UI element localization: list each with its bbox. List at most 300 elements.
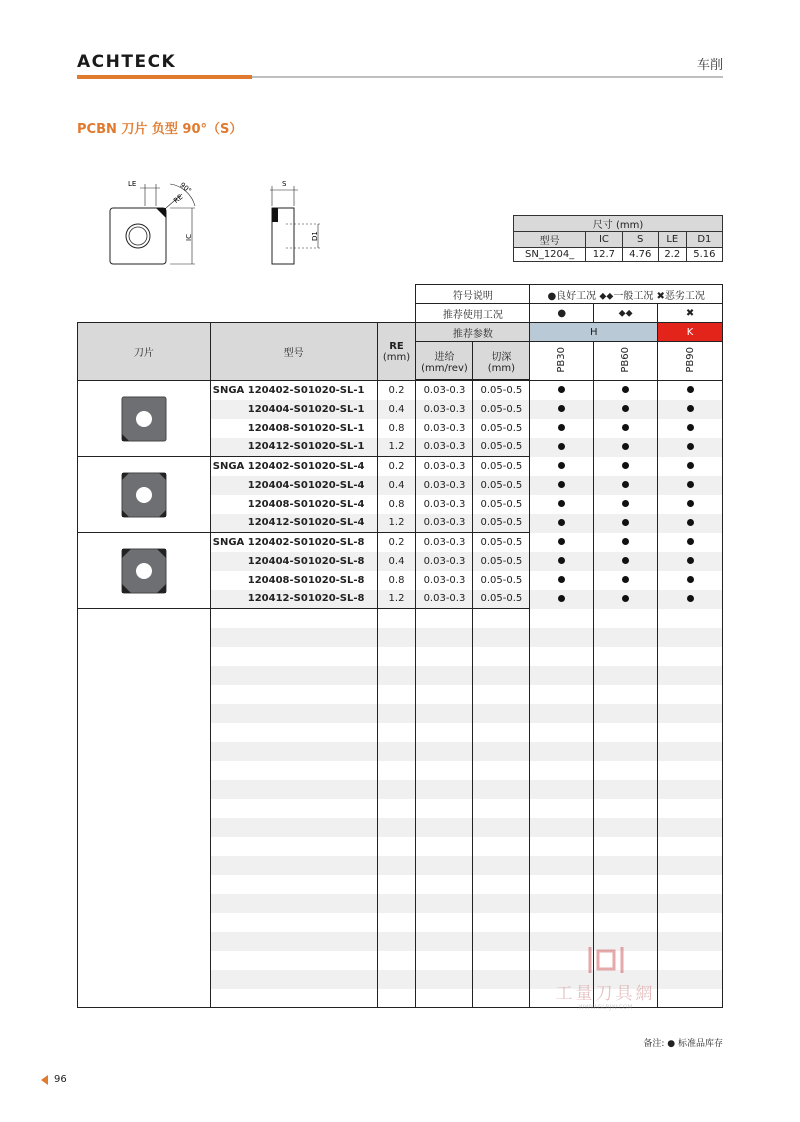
stock-dot-cell	[530, 400, 594, 419]
brand-logo: ACHTECK	[77, 52, 177, 72]
empty-cell	[530, 818, 594, 837]
stock-dot-cell	[594, 476, 658, 495]
empty-cell	[473, 628, 530, 647]
empty-cell	[416, 609, 473, 628]
stock-dot-icon	[622, 481, 629, 488]
stock-dot-icon	[687, 595, 694, 602]
empty-cell	[377, 799, 416, 818]
col-insert: 刀片	[78, 323, 211, 381]
size-header: 型号	[514, 232, 586, 248]
empty-cell	[210, 704, 377, 723]
col-depth-label: 切深	[491, 351, 512, 363]
depth-cell: 0.05-0.5	[473, 571, 530, 590]
empty-cell	[594, 685, 658, 704]
empty-cell	[658, 856, 723, 875]
stock-dot-icon	[687, 500, 694, 507]
empty-cell	[530, 723, 594, 742]
stock-dot-icon	[622, 405, 629, 412]
stock-dot-icon	[687, 519, 694, 526]
empty-cell	[658, 685, 723, 704]
watermark-url: WWW.GLRJW.COM	[578, 1004, 633, 1011]
col-grade-pb60	[594, 342, 658, 381]
empty-cell	[594, 894, 658, 913]
re-cell: 1.2	[377, 438, 416, 457]
empty-cell	[416, 685, 473, 704]
empty-cell	[530, 875, 594, 894]
empty-cell	[416, 970, 473, 989]
model-cell: 120404-S01020-SL-4	[210, 476, 377, 495]
empty-cell	[416, 856, 473, 875]
empty-cell	[416, 799, 473, 818]
empty-cell	[416, 780, 473, 799]
table-row	[78, 533, 723, 552]
empty-cell	[594, 856, 658, 875]
stock-dot-icon	[558, 405, 565, 412]
stock-dot-icon	[622, 557, 629, 564]
stock-dot-icon	[687, 462, 694, 469]
stock-dot-icon	[558, 424, 565, 431]
size-header: S	[622, 232, 658, 248]
empty-cell	[594, 875, 658, 894]
empty-cell	[658, 837, 723, 856]
stock-dot-cell	[530, 571, 594, 590]
empty-cell	[658, 647, 723, 666]
empty-cell	[210, 837, 377, 856]
re-cell: 0.2	[377, 533, 416, 552]
empty-cell	[530, 704, 594, 723]
model-cell: 120408-S01020-SL-8	[210, 571, 377, 590]
empty-cell	[594, 818, 658, 837]
stock-dot-cell	[658, 381, 723, 400]
empty-cell	[473, 742, 530, 761]
empty-image-cell	[78, 609, 211, 1008]
size-value: 5.16	[686, 248, 722, 262]
empty-cell	[416, 989, 473, 1008]
stock-dot-cell	[594, 571, 658, 590]
empty-cell	[473, 894, 530, 913]
stock-dot-icon	[558, 481, 565, 488]
page-arrow-icon	[41, 1075, 48, 1085]
stock-dot-cell	[530, 476, 594, 495]
empty-cell	[658, 913, 723, 932]
empty-cell	[658, 875, 723, 894]
empty-cell	[473, 951, 530, 970]
size-value: 4.76	[622, 248, 658, 262]
empty-cell	[473, 989, 530, 1008]
empty-cell	[377, 628, 416, 647]
empty-cell	[473, 666, 530, 685]
feed-cell: 0.03-0.3	[416, 438, 473, 457]
size-header: D1	[686, 232, 722, 248]
model-cell: SNGA 120402-S01020-SL-4	[210, 457, 377, 476]
stock-dot-cell	[594, 590, 658, 609]
legend-symbol-label: 符号说明	[416, 285, 530, 304]
empty-cell	[658, 704, 723, 723]
empty-cell	[210, 989, 377, 1008]
stock-dot-cell	[530, 457, 594, 476]
empty-cell	[658, 780, 723, 799]
empty-cell	[210, 628, 377, 647]
stock-dot-cell	[658, 495, 723, 514]
empty-cell	[473, 932, 530, 951]
empty-cell	[530, 628, 594, 647]
empty-cell	[594, 666, 658, 685]
empty-cell	[658, 609, 723, 628]
re-cell: 1.2	[377, 514, 416, 533]
le-label: LE	[128, 180, 137, 188]
empty-cell	[594, 761, 658, 780]
stock-dot-icon	[558, 443, 565, 450]
model-cell: 120412-S01020-SL-8	[210, 590, 377, 609]
empty-cell	[473, 856, 530, 875]
stock-dot-cell	[594, 419, 658, 438]
empty-cell	[210, 666, 377, 685]
stock-dot-icon	[622, 519, 629, 526]
empty-cell	[416, 913, 473, 932]
empty-cell	[377, 913, 416, 932]
depth-cell: 0.05-0.5	[473, 514, 530, 533]
grade-label: PB90	[684, 346, 696, 373]
empty-cell	[377, 704, 416, 723]
empty-cell	[473, 609, 530, 628]
insert-photo-icon	[119, 470, 169, 520]
model-cell: 120412-S01020-SL-4	[210, 514, 377, 533]
empty-cell	[530, 894, 594, 913]
col-feed	[416, 342, 473, 380]
insert-image-cell	[78, 381, 211, 457]
empty-cell	[416, 761, 473, 780]
empty-cell	[530, 780, 594, 799]
model-cell: 120408-S01020-SL-1	[210, 419, 377, 438]
empty-cell	[594, 723, 658, 742]
empty-cell	[377, 742, 416, 761]
size-header: LE	[658, 232, 686, 248]
depth-cell: 0.05-0.5	[473, 495, 530, 514]
model-cell: 120412-S01020-SL-1	[210, 438, 377, 457]
condition-bad: ✖	[658, 304, 723, 323]
stock-dot-icon	[558, 576, 565, 583]
stock-dot-cell	[530, 552, 594, 571]
empty-cell	[416, 837, 473, 856]
col-grade-pb30	[530, 342, 594, 381]
stock-dot-cell	[594, 457, 658, 476]
empty-cell	[416, 894, 473, 913]
angle-label: 90°	[178, 181, 193, 196]
stock-dot-icon	[622, 443, 629, 450]
col-depth-unit: (mm)	[487, 362, 516, 374]
size-table-caption: 尺寸 (mm)	[514, 216, 723, 232]
empty-cell	[377, 951, 416, 970]
model-cell: SNGA 120402-S01020-SL-1	[210, 381, 377, 400]
feed-cell: 0.03-0.3	[416, 476, 473, 495]
empty-cell	[594, 628, 658, 647]
watermark-text: 工量刀具網	[555, 984, 656, 1004]
feed-cell: 0.03-0.3	[416, 381, 473, 400]
re-cell: 0.8	[377, 419, 416, 438]
re-cell: 0.2	[377, 381, 416, 400]
empty-cell	[473, 780, 530, 799]
empty-cell	[210, 609, 377, 628]
feed-cell: 0.03-0.3	[416, 590, 473, 609]
stock-dot-cell	[658, 514, 723, 533]
col-grade-pb90	[658, 342, 723, 381]
s-label: S	[282, 180, 287, 188]
feed-cell: 0.03-0.3	[416, 533, 473, 552]
empty-cell	[416, 647, 473, 666]
empty-cell	[594, 704, 658, 723]
empty-cell	[530, 761, 594, 780]
stock-dot-icon	[558, 462, 565, 469]
size-table	[513, 215, 723, 262]
stock-dot-cell	[530, 419, 594, 438]
empty-cell	[377, 780, 416, 799]
stock-dot-icon	[558, 519, 565, 526]
stock-dot-cell	[658, 438, 723, 457]
re-cell: 0.2	[377, 457, 416, 476]
depth-cell: 0.05-0.5	[473, 476, 530, 495]
condition-general: ⬥⬥	[594, 304, 658, 323]
insert-side-view-drawing	[262, 172, 332, 270]
empty-cell	[530, 913, 594, 932]
stock-dot-icon	[687, 481, 694, 488]
material-h: H	[530, 323, 658, 342]
re-cell: 0.4	[377, 476, 416, 495]
model-cell: SNGA 120402-S01020-SL-8	[210, 533, 377, 552]
empty-cell	[658, 818, 723, 837]
empty-cell	[416, 818, 473, 837]
stock-dot-icon	[687, 424, 694, 431]
col-model: 型号	[210, 323, 377, 381]
stock-dot-cell	[594, 438, 658, 457]
grade-label: PB30	[556, 346, 568, 373]
empty-cell	[377, 761, 416, 780]
empty-cell	[473, 799, 530, 818]
depth-cell: 0.05-0.5	[473, 400, 530, 419]
stock-dot-cell	[594, 552, 658, 571]
empty-cell	[210, 970, 377, 989]
d1-label: D1	[311, 231, 319, 241]
col-feed-label: 进给	[434, 351, 455, 363]
stock-dot-icon	[622, 500, 629, 507]
table-row	[78, 381, 723, 400]
re-label: RE	[172, 192, 185, 205]
empty-cell	[416, 932, 473, 951]
stock-dot-cell	[658, 476, 723, 495]
insert-image-cell	[78, 457, 211, 533]
empty-cell	[377, 989, 416, 1008]
re-cell: 1.2	[377, 590, 416, 609]
stock-dot-icon	[687, 386, 694, 393]
empty-cell	[658, 723, 723, 742]
stock-dot-icon	[687, 443, 694, 450]
stock-dot-cell	[594, 400, 658, 419]
empty-cell	[530, 799, 594, 818]
section-title: 车削	[696, 58, 723, 73]
empty-cell	[530, 647, 594, 666]
empty-cell	[377, 666, 416, 685]
empty-cell	[473, 761, 530, 780]
empty-cell	[530, 856, 594, 875]
depth-cell: 0.05-0.5	[473, 457, 530, 476]
feed-cell: 0.03-0.3	[416, 400, 473, 419]
empty-cell	[530, 837, 594, 856]
page-number: 96	[54, 1074, 67, 1085]
col-re-unit: (mm)	[382, 351, 411, 363]
stock-dot-cell	[530, 533, 594, 552]
size-value: SN_1204_	[514, 248, 586, 262]
stock-dot-icon	[687, 405, 694, 412]
feed-cell: 0.03-0.3	[416, 457, 473, 476]
condition-label: 推荐使用工况	[416, 304, 530, 323]
empty-cell	[210, 894, 377, 913]
stock-dot-cell	[594, 514, 658, 533]
table-row	[78, 457, 723, 476]
footnote: 备注: ● 标准品库存	[643, 1039, 723, 1049]
col-depth	[473, 342, 530, 380]
size-value: 12.7	[586, 248, 622, 262]
empty-cell	[530, 666, 594, 685]
stock-dot-icon	[558, 557, 565, 564]
empty-cell	[377, 609, 416, 628]
col-feed-unit: (mm/rev)	[421, 362, 468, 374]
empty-cell	[658, 894, 723, 913]
re-cell: 0.4	[377, 400, 416, 419]
empty-cell	[377, 894, 416, 913]
stock-dot-icon	[558, 595, 565, 602]
legend-symbols: ●良好工况 ⬥⬥一般工况 ✖恶劣工况	[530, 285, 723, 304]
insert-image-cell	[78, 533, 211, 609]
empty-cell	[377, 818, 416, 837]
empty-cell	[377, 685, 416, 704]
feed-cell: 0.03-0.3	[416, 571, 473, 590]
empty-cell	[416, 704, 473, 723]
empty-cell	[473, 875, 530, 894]
depth-cell: 0.05-0.5	[473, 590, 530, 609]
empty-cell	[473, 704, 530, 723]
size-value: 2.2	[658, 248, 686, 262]
stock-dot-cell	[594, 533, 658, 552]
empty-cell	[473, 723, 530, 742]
stock-dot-cell	[530, 381, 594, 400]
empty-cell	[530, 609, 594, 628]
empty-cell	[210, 818, 377, 837]
stock-dot-icon	[622, 386, 629, 393]
header-accent-bar	[77, 75, 252, 79]
stock-dot-icon	[558, 538, 565, 545]
page-title: PCBN 刀片 负型 90°（S）	[77, 122, 243, 137]
model-cell: 120404-S01020-SL-1	[210, 400, 377, 419]
empty-cell	[658, 799, 723, 818]
insert-top-view-drawing	[100, 170, 210, 270]
stock-dot-cell	[594, 381, 658, 400]
empty-cell	[473, 818, 530, 837]
feed-cell: 0.03-0.3	[416, 514, 473, 533]
ic-label: IC	[185, 234, 193, 241]
col-re-label: RE	[389, 340, 404, 352]
empty-cell	[658, 666, 723, 685]
stock-dot-icon	[558, 386, 565, 393]
stock-dot-cell	[530, 495, 594, 514]
empty-cell	[210, 647, 377, 666]
stock-dot-cell	[594, 495, 658, 514]
empty-cell	[658, 628, 723, 647]
stock-dot-cell	[658, 552, 723, 571]
insert-spec-table	[77, 284, 723, 1008]
empty-cell	[594, 609, 658, 628]
stock-dot-cell	[530, 438, 594, 457]
empty-cell	[594, 799, 658, 818]
empty-cell	[416, 666, 473, 685]
empty-cell	[210, 951, 377, 970]
empty-cell	[594, 647, 658, 666]
insert-photo-icon	[119, 546, 169, 596]
empty-cell	[416, 875, 473, 894]
watermark	[538, 945, 673, 1011]
stock-dot-cell	[658, 571, 723, 590]
empty-cell	[377, 970, 416, 989]
param-label: 推荐参数	[416, 323, 530, 342]
stock-dot-icon	[558, 500, 565, 507]
stock-dot-cell	[658, 533, 723, 552]
empty-cell	[416, 742, 473, 761]
empty-cell	[210, 742, 377, 761]
depth-cell: 0.05-0.5	[473, 438, 530, 457]
size-header: IC	[586, 232, 622, 248]
table-row	[78, 609, 723, 628]
empty-cell	[473, 970, 530, 989]
stock-dot-cell	[530, 590, 594, 609]
empty-cell	[473, 647, 530, 666]
empty-cell	[530, 685, 594, 704]
empty-cell	[416, 951, 473, 970]
insert-photo-icon	[119, 394, 169, 444]
empty-cell	[658, 742, 723, 761]
re-cell: 0.4	[377, 552, 416, 571]
empty-cell	[473, 913, 530, 932]
empty-cell	[594, 780, 658, 799]
empty-cell	[416, 723, 473, 742]
empty-cell	[210, 685, 377, 704]
material-k: K	[658, 323, 723, 342]
empty-cell	[473, 685, 530, 704]
empty-cell	[210, 875, 377, 894]
stock-dot-icon	[622, 424, 629, 431]
stock-dot-cell	[658, 400, 723, 419]
depth-cell: 0.05-0.5	[473, 533, 530, 552]
model-cell: 120408-S01020-SL-4	[210, 495, 377, 514]
empty-cell	[530, 742, 594, 761]
empty-cell	[594, 742, 658, 761]
stock-dot-icon	[687, 538, 694, 545]
col-re	[377, 323, 416, 381]
empty-cell	[210, 761, 377, 780]
stock-dot-icon	[622, 538, 629, 545]
watermark-logo-icon	[586, 945, 626, 975]
empty-cell	[210, 723, 377, 742]
empty-cell	[473, 837, 530, 856]
empty-cell	[377, 856, 416, 875]
depth-cell: 0.05-0.5	[473, 419, 530, 438]
condition-good: ●	[530, 304, 594, 323]
re-cell: 0.8	[377, 495, 416, 514]
empty-cell	[377, 837, 416, 856]
re-cell: 0.8	[377, 571, 416, 590]
empty-cell	[658, 761, 723, 780]
empty-cell	[377, 875, 416, 894]
feed-cell: 0.03-0.3	[416, 552, 473, 571]
feed-cell: 0.03-0.3	[416, 419, 473, 438]
empty-cell	[377, 723, 416, 742]
